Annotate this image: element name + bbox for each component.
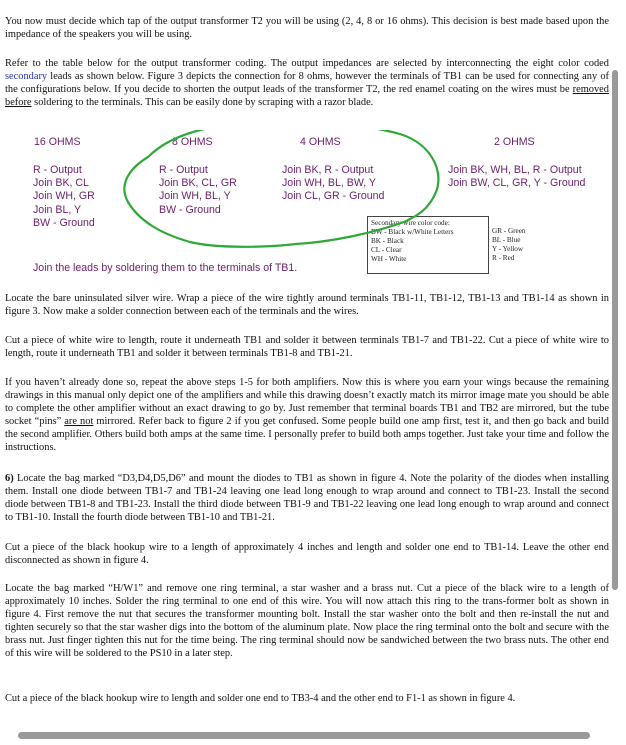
legend-item: BW - Black w/White Letters: [371, 228, 454, 236]
intro-paragraph-1: You now must decide which tap of the output transformer T2 you will be using (2, 4, 8 or 16 ohms). This decision is best made based upon the impedance of the speakers you will be using.: [5, 16, 609, 40]
header-8-ohms: 8 OHMS: [172, 136, 213, 148]
header-2-ohms: 2 OHMS: [494, 136, 535, 148]
legend-item: CL - Clear: [371, 246, 402, 254]
legend-item: Y - Yellow: [492, 245, 524, 253]
col8-line: BW - Ground: [159, 203, 221, 216]
paragraph-black-hookup-wire: Cut a piece of the black hookup wire to a length of approximately 4 inches and length and solder one end to TB1-14. Leave the other end disconnected as shown in figure 4.: [5, 542, 609, 566]
header-16-ohms: 16 OHMS: [34, 136, 81, 148]
legend-item: R - Red: [492, 254, 515, 262]
col16-line: Join WH, GR: [33, 190, 95, 203]
are-not-underline: are not: [64, 416, 94, 427]
paragraph-bare-wire: Locate the bare uninsulated silver wire. Wrap a piece of the wire tightly around terminals TB1-11, TB1-12, TB1-13 and TB1-14 as shown in figure 3. Now make a solder connection between each of the terminals and the wires.: [5, 293, 609, 317]
intro-paragraph-2: [5, 57, 609, 109]
col2-line: Join BK, WH, BL, R - Output: [448, 164, 582, 176]
vertical-scrollbar[interactable]: [612, 70, 618, 590]
removed-before-underline: removed before: [5, 84, 609, 108]
paragraph-white-wire: Cut a piece of white wire to length, route it underneath TB1 and solder it between terminals TB1-7 and TB1-22. Cut a piece of white wire to length, route it underneath TB1 and solder it between terminals TB1-8 and TB1-21.: [5, 335, 609, 359]
col16-line: BW - Ground: [33, 216, 95, 229]
legend-title: Secondary wire color code:: [371, 219, 450, 227]
hand-drawn-circle-mark: [0, 130, 626, 280]
col4-line: Join BK, R - Output: [282, 164, 374, 176]
legend-item: WH - White: [371, 255, 407, 263]
header-4-ohms: 4 OHMS: [300, 136, 341, 148]
horizontal-scrollbar[interactable]: [18, 732, 590, 739]
paragraph-step-6-diodes: [5, 472, 609, 524]
legend-item: BK - Black: [371, 237, 404, 245]
col4-line: Join WH, BL, BW, Y: [282, 177, 376, 190]
solder-note: Join the leads by soldering them to the terminals of TB1.: [33, 262, 298, 274]
transformer-coding-figure: [0, 130, 626, 280]
paragraph-tb3-f1: Cut a piece of the black hookup wire to length and solder one end to TB3-4 and the other end to F1-1 as shown in figure 4.: [5, 693, 516, 704]
paragraph-repeat-steps: [5, 376, 609, 454]
secondary-highlight: secondary: [5, 71, 48, 82]
col8-line: R - Output: [159, 164, 208, 176]
intro-p2-part-b: leads as shown below. Figure 3 depicts the connection for 8 ohms, however the terminals of TB1 can be used for connecting any of the configurations below. If you decide to shorten the output leads of the transformer T2, the red enamel coating on the wires must be: [5, 71, 609, 95]
paragraph-ring-terminal: Locate the bag marked “H/W1” and remove one ring terminal, a star washer and a brass nut. Cut a piece of the black wire to a length of approximately 10 inches. Solder the ring terminal to one end of this wire. You will now attach this ring to the trans-former bolt as shown in figure 4. First remove the nut that secures the transformer mounting bolt. Install the star washer onto the bolt and then re-install the nut and tighten securely so that the star washer digs into the bottom of the aluminum plate. Now place the ring terminal onto the bolt and secure with the brass nut. Just finger tighten this nut for the time being. The ring terminal should now be sandwiched between the two brass nuts. The other end of this wire will be soldered to the PS10 in a later step.: [5, 583, 609, 659]
legend-item: BL - Blue: [492, 236, 521, 244]
p6-text: Locate the bag marked “D3,D4,D5,D6” and mount the diodes to TB1 as shown in figure 4. Note the polarity of the diodes when installing them. Install one diode between TB1-7 and TB1-24 leaving one lead long enough to wrap around and connect to TB1-23. Install the second diode between TB1-8 and TB1-23. Install the third diode between TB1-9 and TB1-22 leaving one lead long enough to wrap around and connect to TB1-10. Install the fourth diode between TB1-10 and TB1-21.: [5, 473, 609, 523]
col8-line: Join BK, CL, GR: [159, 177, 237, 190]
legend-item: GR - Green: [492, 227, 526, 235]
col16-line: Join BK, CL: [33, 177, 89, 190]
p5-part-a: If you haven’t already done so, repeat the above steps 1-5 for both amplifiers. Now this is where you earn your wings because the remaining drawings in this manual only depict one of the amplifiers and while this drawing doesn’t exactly match its mirror image mate you should be able to complete the other amplifier without an exact drawing to go by. Just remember that terminal boards TB1 and TB2 are mirrored, but the tube socket “pins”: [5, 377, 609, 427]
col8-line: Join WH, BL, Y: [159, 190, 231, 203]
intro-p2-part-c: soldering to the terminals. This can be easily done by scraping with a razor blade.: [31, 97, 374, 108]
step-number: 6): [5, 473, 14, 484]
col4-line: Join CL, GR - Ground: [282, 190, 385, 203]
col2-line: Join BW, CL, GR, Y - Ground: [448, 177, 586, 190]
intro-p2-part-a: Refer to the table below for the output transformer coding. The output impedances are selected by interconnecting the eight color coded: [5, 58, 609, 69]
col16-line: Join BL, Y: [33, 203, 82, 216]
col16-line: R - Output: [33, 164, 82, 176]
p5-part-b: mirrored. Refer back to figure 2 if you get confused. Some people build one amp first, test it, and then go back and build the second amplifier. Others build both amps at the same time. I personally prefer to build both amps together. Just take your time and follow the instructions.: [5, 416, 609, 453]
